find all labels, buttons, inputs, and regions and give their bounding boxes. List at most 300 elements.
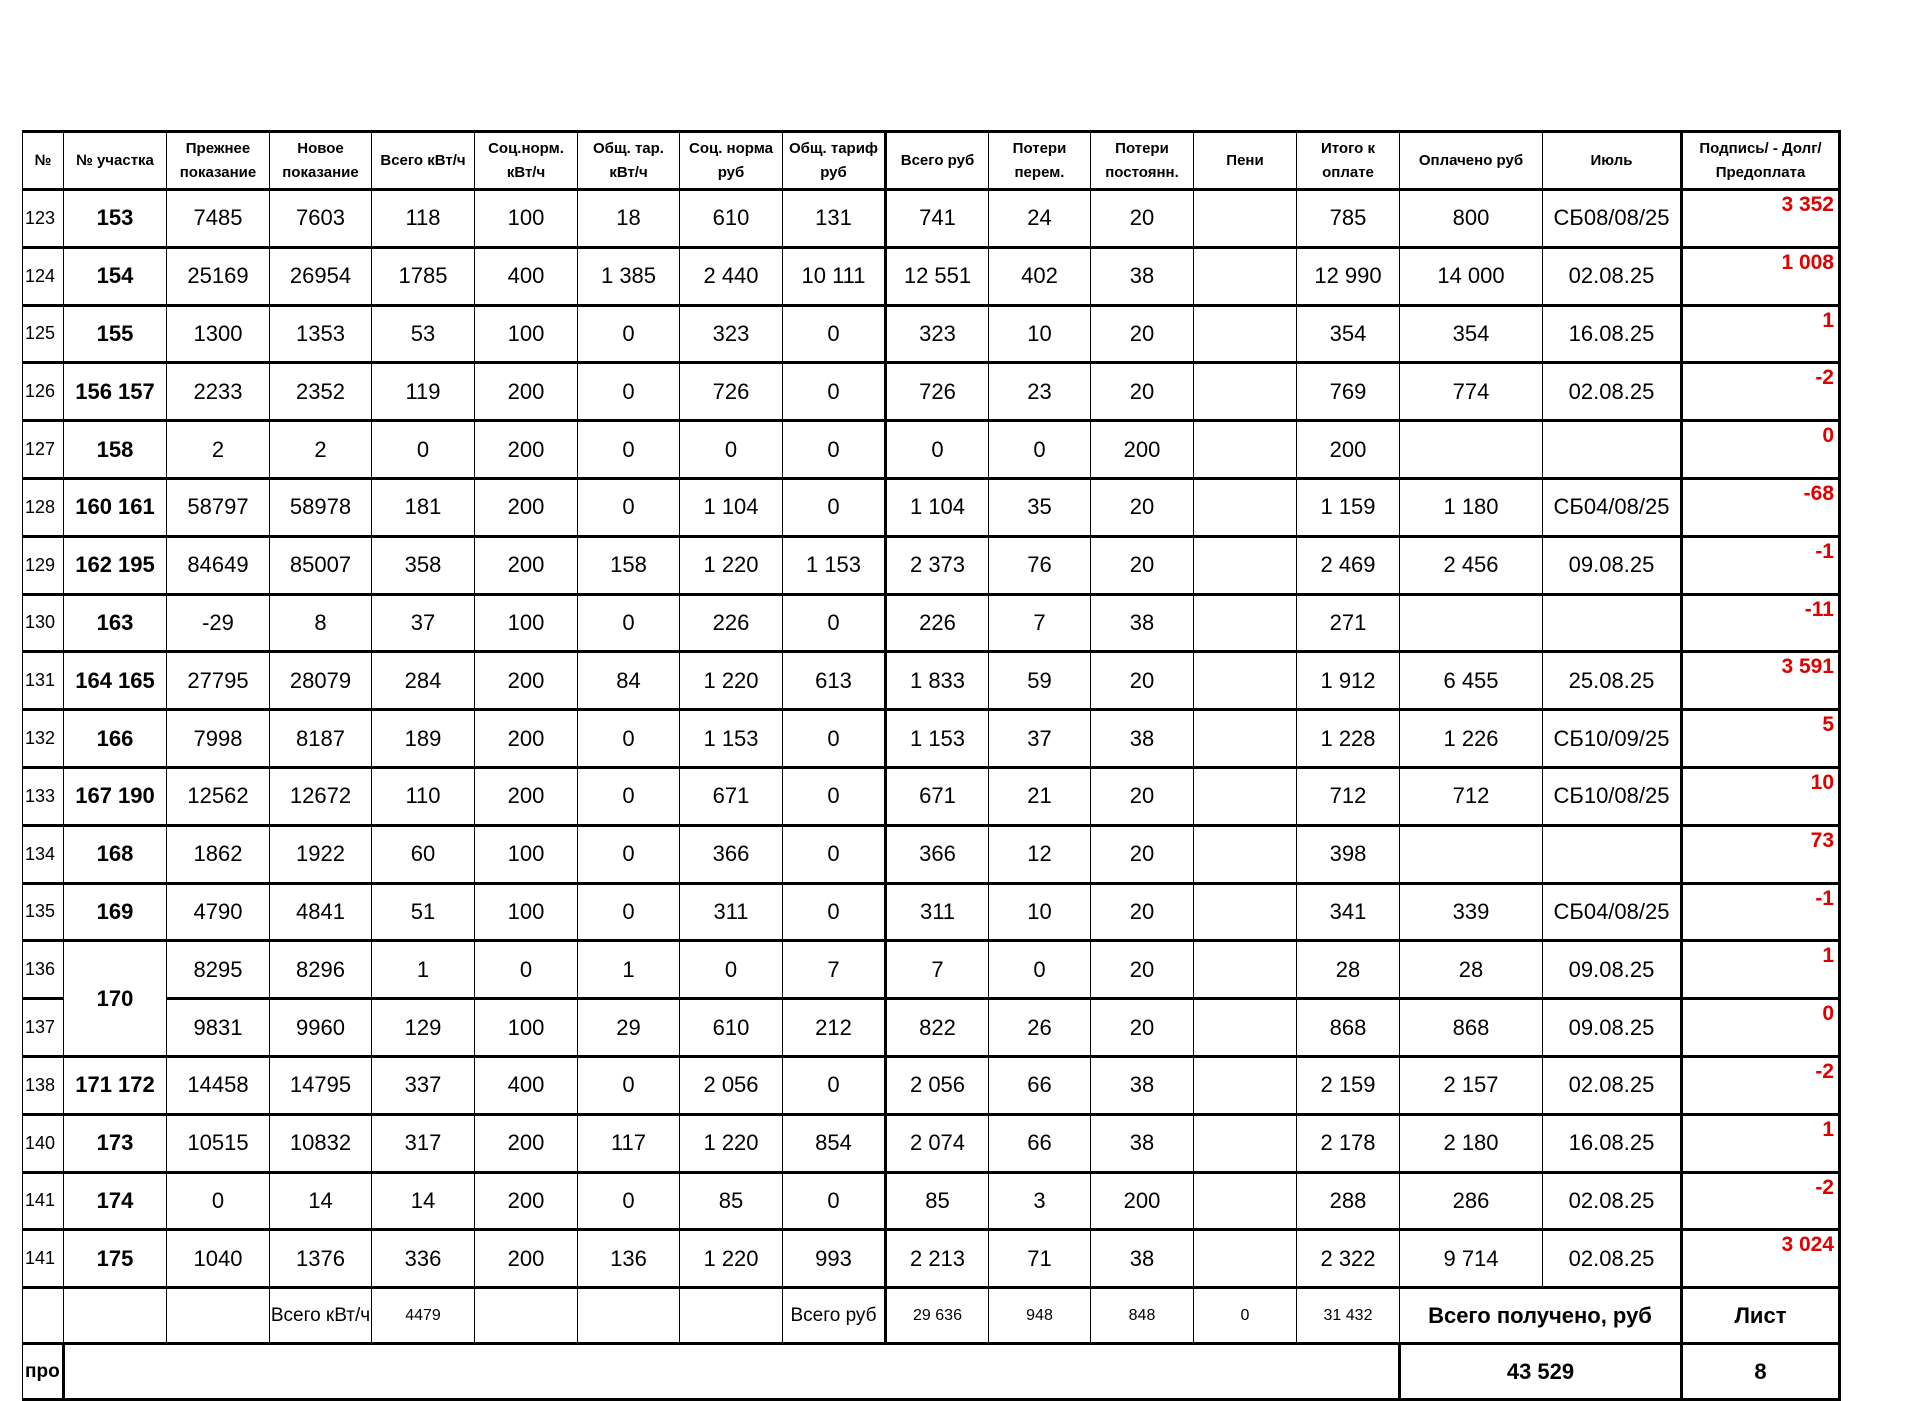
totals-row (23, 1288, 1840, 1344)
new-reading: 14 (270, 1172, 372, 1230)
payment-date (1543, 825, 1682, 883)
loss-variable: 37 (989, 710, 1091, 768)
header-cell: Общ. тариф руб (783, 132, 886, 190)
fine (1194, 247, 1297, 305)
plot-number: 153 (64, 190, 167, 248)
total-kwh: 110 (372, 767, 475, 825)
balance-value: 1 (1682, 305, 1840, 363)
amount-due: 712 (1297, 767, 1400, 825)
general-rub: 0 (783, 767, 886, 825)
total-loss-var: 948 (989, 1288, 1091, 1344)
header-cell: Оплачено руб (1400, 132, 1543, 190)
row-number: 123 (23, 190, 64, 248)
balance-value: -2 (1682, 1172, 1840, 1230)
fine (1194, 999, 1297, 1057)
table-row (23, 710, 1840, 768)
loss-constant: 38 (1091, 1230, 1194, 1288)
fine (1194, 1114, 1297, 1172)
loss-variable: 71 (989, 1230, 1091, 1288)
social-kwh: 200 (475, 536, 578, 594)
loss-constant: 200 (1091, 1172, 1194, 1230)
paid-rub (1400, 421, 1543, 479)
paid-rub: 1 226 (1400, 710, 1543, 768)
total-kwh: 358 (372, 536, 475, 594)
total-rub: 226 (886, 594, 989, 652)
general-kwh: 0 (578, 825, 680, 883)
paid-rub: 28 (1400, 941, 1543, 999)
balance-value: 10 (1682, 767, 1840, 825)
payment-date (1543, 594, 1682, 652)
paid-rub: 354 (1400, 305, 1543, 363)
plot-number: 158 (64, 421, 167, 479)
social-rub: 2 440 (680, 247, 783, 305)
prev-reading: 25169 (167, 247, 270, 305)
social-kwh: 200 (475, 1172, 578, 1230)
total-kwh: 337 (372, 1056, 475, 1114)
total-rub: 323 (886, 305, 989, 363)
row-number: 129 (23, 536, 64, 594)
fine (1194, 363, 1297, 421)
loss-variable: 402 (989, 247, 1091, 305)
row-number: 135 (23, 883, 64, 941)
social-rub: 610 (680, 190, 783, 248)
new-reading: 4841 (270, 883, 372, 941)
loss-constant: 20 (1091, 941, 1194, 999)
total-kwh: 317 (372, 1114, 475, 1172)
total-kwh: 0 (372, 421, 475, 479)
balance-value: 1 (1682, 941, 1840, 999)
amount-due: 1 912 (1297, 652, 1400, 710)
fine (1194, 421, 1297, 479)
balance-value: -2 (1682, 1056, 1840, 1114)
header-cell: Июль (1543, 132, 1682, 190)
social-rub: 1 220 (680, 652, 783, 710)
balance-value: 3 352 (1682, 190, 1840, 248)
fine (1194, 767, 1297, 825)
new-reading: 8 (270, 594, 372, 652)
social-kwh: 200 (475, 767, 578, 825)
table-row (23, 594, 1840, 652)
general-rub: 0 (783, 594, 886, 652)
general-kwh: 1 385 (578, 247, 680, 305)
header-cell: Новое показание (270, 132, 372, 190)
total-kwh: 14 (372, 1172, 475, 1230)
social-kwh: 200 (475, 652, 578, 710)
billing-sheet (22, 130, 1841, 1401)
fine (1194, 883, 1297, 941)
prev-reading: 27795 (167, 652, 270, 710)
loss-constant: 38 (1091, 1056, 1194, 1114)
new-reading: 58978 (270, 478, 372, 536)
total-blank (578, 1288, 680, 1344)
total-rub: 29 636 (886, 1288, 989, 1344)
fine (1194, 1172, 1297, 1230)
payment-date: 09.08.25 (1543, 941, 1682, 999)
total-kwh: 60 (372, 825, 475, 883)
payment-date: 16.08.25 (1543, 1114, 1682, 1172)
amount-due: 2 469 (1297, 536, 1400, 594)
plot-number: 155 (64, 305, 167, 363)
loss-constant: 20 (1091, 536, 1194, 594)
prev-reading: 0 (167, 1172, 270, 1230)
footer-received: 43 529 (1400, 1344, 1682, 1400)
payment-date: СБ08/08/25 (1543, 190, 1682, 248)
social-rub: 323 (680, 305, 783, 363)
table-row (23, 1056, 1840, 1114)
payment-date: СБ10/09/25 (1543, 710, 1682, 768)
general-rub: 854 (783, 1114, 886, 1172)
general-kwh: 0 (578, 883, 680, 941)
loss-constant: 20 (1091, 825, 1194, 883)
general-kwh: 0 (578, 767, 680, 825)
total-fine: 0 (1194, 1288, 1297, 1344)
received-label: Всего получено, руб (1400, 1288, 1682, 1344)
social-rub: 0 (680, 421, 783, 479)
amount-due: 2 322 (1297, 1230, 1400, 1288)
paid-rub: 800 (1400, 190, 1543, 248)
new-reading: 1353 (270, 305, 372, 363)
amount-due: 398 (1297, 825, 1400, 883)
social-rub: 1 153 (680, 710, 783, 768)
paid-rub: 868 (1400, 999, 1543, 1057)
new-reading: 8187 (270, 710, 372, 768)
general-rub: 0 (783, 478, 886, 536)
general-rub: 0 (783, 363, 886, 421)
header-cell: Прежнее показание (167, 132, 270, 190)
loss-variable: 76 (989, 536, 1091, 594)
prev-reading: 1040 (167, 1230, 270, 1288)
payment-date: СБ04/08/25 (1543, 883, 1682, 941)
total-kwh: 181 (372, 478, 475, 536)
paid-rub: 1 180 (1400, 478, 1543, 536)
total-due: 31 432 (1297, 1288, 1400, 1344)
total-kwh: 1 (372, 941, 475, 999)
prev-reading: 12562 (167, 767, 270, 825)
amount-due: 1 228 (1297, 710, 1400, 768)
amount-due: 769 (1297, 363, 1400, 421)
loss-variable: 59 (989, 652, 1091, 710)
fine (1194, 1230, 1297, 1288)
table-row (23, 363, 1840, 421)
table-row (23, 1230, 1840, 1288)
social-kwh: 100 (475, 190, 578, 248)
loss-variable: 23 (989, 363, 1091, 421)
payment-date: 02.08.25 (1543, 1230, 1682, 1288)
plot-number: 174 (64, 1172, 167, 1230)
sheet-label: Лист (1682, 1288, 1840, 1344)
loss-constant: 38 (1091, 1114, 1194, 1172)
header-cell: Всего кВт/ч (372, 132, 475, 190)
plot-number: 170 (64, 941, 167, 1057)
payment-date: 02.08.25 (1543, 247, 1682, 305)
paid-rub: 712 (1400, 767, 1543, 825)
fine (1194, 305, 1297, 363)
balance-value: 3 024 (1682, 1230, 1840, 1288)
payment-date: 02.08.25 (1543, 1172, 1682, 1230)
plot-number: 160 161 (64, 478, 167, 536)
new-reading: 2352 (270, 363, 372, 421)
balance-value: -11 (1682, 594, 1840, 652)
header-cell: Пени (1194, 132, 1297, 190)
general-rub: 0 (783, 883, 886, 941)
social-rub: 726 (680, 363, 783, 421)
plot-number: 173 (64, 1114, 167, 1172)
loss-constant: 20 (1091, 652, 1194, 710)
footer-blank (64, 1344, 1400, 1400)
social-rub: 2 056 (680, 1056, 783, 1114)
loss-constant: 20 (1091, 767, 1194, 825)
social-kwh: 200 (475, 478, 578, 536)
amount-due: 28 (1297, 941, 1400, 999)
loss-variable: 26 (989, 999, 1091, 1057)
fine (1194, 710, 1297, 768)
header-cell: Потери перем. (989, 132, 1091, 190)
row-number: 128 (23, 478, 64, 536)
header-cell: Соц.норм. кВт/ч (475, 132, 578, 190)
fine (1194, 190, 1297, 248)
row-number: 141 (23, 1230, 64, 1288)
new-reading: 1922 (270, 825, 372, 883)
new-reading: 8296 (270, 941, 372, 999)
social-kwh: 400 (475, 247, 578, 305)
total-rub: 822 (886, 999, 989, 1057)
row-number: 133 (23, 767, 64, 825)
fine (1194, 825, 1297, 883)
social-rub: 366 (680, 825, 783, 883)
footer-row (23, 1344, 1840, 1400)
loss-constant: 38 (1091, 247, 1194, 305)
row-number: 126 (23, 363, 64, 421)
total-rub: 311 (886, 883, 989, 941)
total-rub: 1 833 (886, 652, 989, 710)
table-row (23, 305, 1840, 363)
plot-number: 163 (64, 594, 167, 652)
new-reading: 10832 (270, 1114, 372, 1172)
amount-due: 288 (1297, 1172, 1400, 1230)
fine (1194, 478, 1297, 536)
payment-date: 16.08.25 (1543, 305, 1682, 363)
payment-date: СБ04/08/25 (1543, 478, 1682, 536)
total-blank (167, 1288, 270, 1344)
new-reading: 1376 (270, 1230, 372, 1288)
plot-number: 167 190 (64, 767, 167, 825)
general-kwh: 0 (578, 305, 680, 363)
plot-number: 164 165 (64, 652, 167, 710)
row-number: 136 (23, 941, 64, 999)
loss-constant: 20 (1091, 883, 1194, 941)
loss-variable: 10 (989, 883, 1091, 941)
payment-date (1543, 421, 1682, 479)
prev-reading: 1862 (167, 825, 270, 883)
table-row (23, 767, 1840, 825)
fine (1194, 1056, 1297, 1114)
table-row (23, 247, 1840, 305)
general-rub: 0 (783, 1172, 886, 1230)
general-kwh: 18 (578, 190, 680, 248)
total-kwh: 51 (372, 883, 475, 941)
fine (1194, 536, 1297, 594)
header-cell: Итого к оплате (1297, 132, 1400, 190)
row-number: 138 (23, 1056, 64, 1114)
loss-variable: 24 (989, 190, 1091, 248)
social-kwh: 100 (475, 825, 578, 883)
total-loss-const: 848 (1091, 1288, 1194, 1344)
social-rub: 1 220 (680, 536, 783, 594)
general-rub: 0 (783, 1056, 886, 1114)
general-rub: 993 (783, 1230, 886, 1288)
paid-rub: 2 456 (1400, 536, 1543, 594)
paid-rub: 339 (1400, 883, 1543, 941)
prev-reading: 2233 (167, 363, 270, 421)
table-row (23, 652, 1840, 710)
new-reading: 9960 (270, 999, 372, 1057)
social-kwh: 200 (475, 1114, 578, 1172)
row-number: 130 (23, 594, 64, 652)
balance-value: 73 (1682, 825, 1840, 883)
balance-value: 0 (1682, 421, 1840, 479)
social-kwh: 100 (475, 999, 578, 1057)
loss-constant: 200 (1091, 421, 1194, 479)
balance-value: 1 008 (1682, 247, 1840, 305)
new-reading: 2 (270, 421, 372, 479)
new-reading: 12672 (270, 767, 372, 825)
plot-number: 171 172 (64, 1056, 167, 1114)
social-rub: 226 (680, 594, 783, 652)
plot-number: 168 (64, 825, 167, 883)
paid-rub (1400, 594, 1543, 652)
total-rub: 671 (886, 767, 989, 825)
social-rub: 671 (680, 767, 783, 825)
table-row (23, 421, 1840, 479)
paid-rub: 6 455 (1400, 652, 1543, 710)
plot-number: 162 195 (64, 536, 167, 594)
table-row (23, 999, 1840, 1057)
new-reading: 28079 (270, 652, 372, 710)
table-row (23, 825, 1840, 883)
loss-constant: 20 (1091, 190, 1194, 248)
total-rub: 2 213 (886, 1230, 989, 1288)
general-rub: 0 (783, 305, 886, 363)
social-rub: 85 (680, 1172, 783, 1230)
payment-date: 09.08.25 (1543, 536, 1682, 594)
total-rub: 2 373 (886, 536, 989, 594)
header-cell: Подпись/ - Долг/Предоплата (1682, 132, 1840, 190)
total-kwh: 118 (372, 190, 475, 248)
loss-variable: 3 (989, 1172, 1091, 1230)
table-row (23, 190, 1840, 248)
general-rub: 212 (783, 999, 886, 1057)
loss-variable: 0 (989, 421, 1091, 479)
paid-rub: 286 (1400, 1172, 1543, 1230)
new-reading: 26954 (270, 247, 372, 305)
table-row (23, 1172, 1840, 1230)
row-number: 131 (23, 652, 64, 710)
social-kwh: 100 (475, 305, 578, 363)
footer-label: про (23, 1344, 64, 1400)
general-rub: 10 111 (783, 247, 886, 305)
total-rub: 0 (886, 421, 989, 479)
general-rub: 0 (783, 825, 886, 883)
loss-constant: 38 (1091, 710, 1194, 768)
general-kwh: 0 (578, 1056, 680, 1114)
social-kwh: 200 (475, 710, 578, 768)
loss-constant: 20 (1091, 478, 1194, 536)
amount-due: 868 (1297, 999, 1400, 1057)
row-number: 137 (23, 999, 64, 1057)
paid-rub: 14 000 (1400, 247, 1543, 305)
payment-date: 09.08.25 (1543, 999, 1682, 1057)
total-rub-label: Всего руб (783, 1288, 886, 1344)
loss-constant: 20 (1091, 305, 1194, 363)
fine (1194, 594, 1297, 652)
total-kwh: 119 (372, 363, 475, 421)
plot-number: 154 (64, 247, 167, 305)
general-kwh: 0 (578, 710, 680, 768)
balance-value: 5 (1682, 710, 1840, 768)
payment-date: 25.08.25 (1543, 652, 1682, 710)
header-cell: № (23, 132, 64, 190)
plot-number: 169 (64, 883, 167, 941)
amount-due: 785 (1297, 190, 1400, 248)
loss-variable: 0 (989, 941, 1091, 999)
total-blank (64, 1288, 167, 1344)
general-rub: 7 (783, 941, 886, 999)
general-kwh: 29 (578, 999, 680, 1057)
social-kwh: 200 (475, 421, 578, 479)
prev-reading: 8295 (167, 941, 270, 999)
plot-number: 175 (64, 1230, 167, 1288)
electricity-table (22, 130, 1841, 1401)
total-kwh: 4479 (372, 1288, 475, 1344)
amount-due: 12 990 (1297, 247, 1400, 305)
total-rub: 12 551 (886, 247, 989, 305)
prev-reading: 58797 (167, 478, 270, 536)
social-kwh: 100 (475, 883, 578, 941)
amount-due: 271 (1297, 594, 1400, 652)
total-rub: 366 (886, 825, 989, 883)
payment-date: 02.08.25 (1543, 363, 1682, 421)
payment-date: 02.08.25 (1543, 1056, 1682, 1114)
row-number: 127 (23, 421, 64, 479)
amount-due: 2 159 (1297, 1056, 1400, 1114)
general-kwh: 0 (578, 421, 680, 479)
total-rub: 2 074 (886, 1114, 989, 1172)
loss-variable: 66 (989, 1114, 1091, 1172)
loss-variable: 21 (989, 767, 1091, 825)
table-row (23, 941, 1840, 999)
social-kwh: 100 (475, 594, 578, 652)
header-cell: № участка (64, 132, 167, 190)
fine (1194, 652, 1297, 710)
loss-variable: 12 (989, 825, 1091, 883)
prev-reading: 1300 (167, 305, 270, 363)
social-rub: 311 (680, 883, 783, 941)
amount-due: 2 178 (1297, 1114, 1400, 1172)
amount-due: 1 159 (1297, 478, 1400, 536)
table-body (23, 190, 1840, 1288)
total-rub: 1 104 (886, 478, 989, 536)
fine (1194, 941, 1297, 999)
general-kwh: 0 (578, 478, 680, 536)
total-kwh: 189 (372, 710, 475, 768)
total-rub: 726 (886, 363, 989, 421)
paid-rub: 774 (1400, 363, 1543, 421)
general-kwh: 0 (578, 1172, 680, 1230)
loss-constant: 20 (1091, 999, 1194, 1057)
social-rub: 1 220 (680, 1230, 783, 1288)
paid-rub: 2 157 (1400, 1056, 1543, 1114)
general-rub: 613 (783, 652, 886, 710)
